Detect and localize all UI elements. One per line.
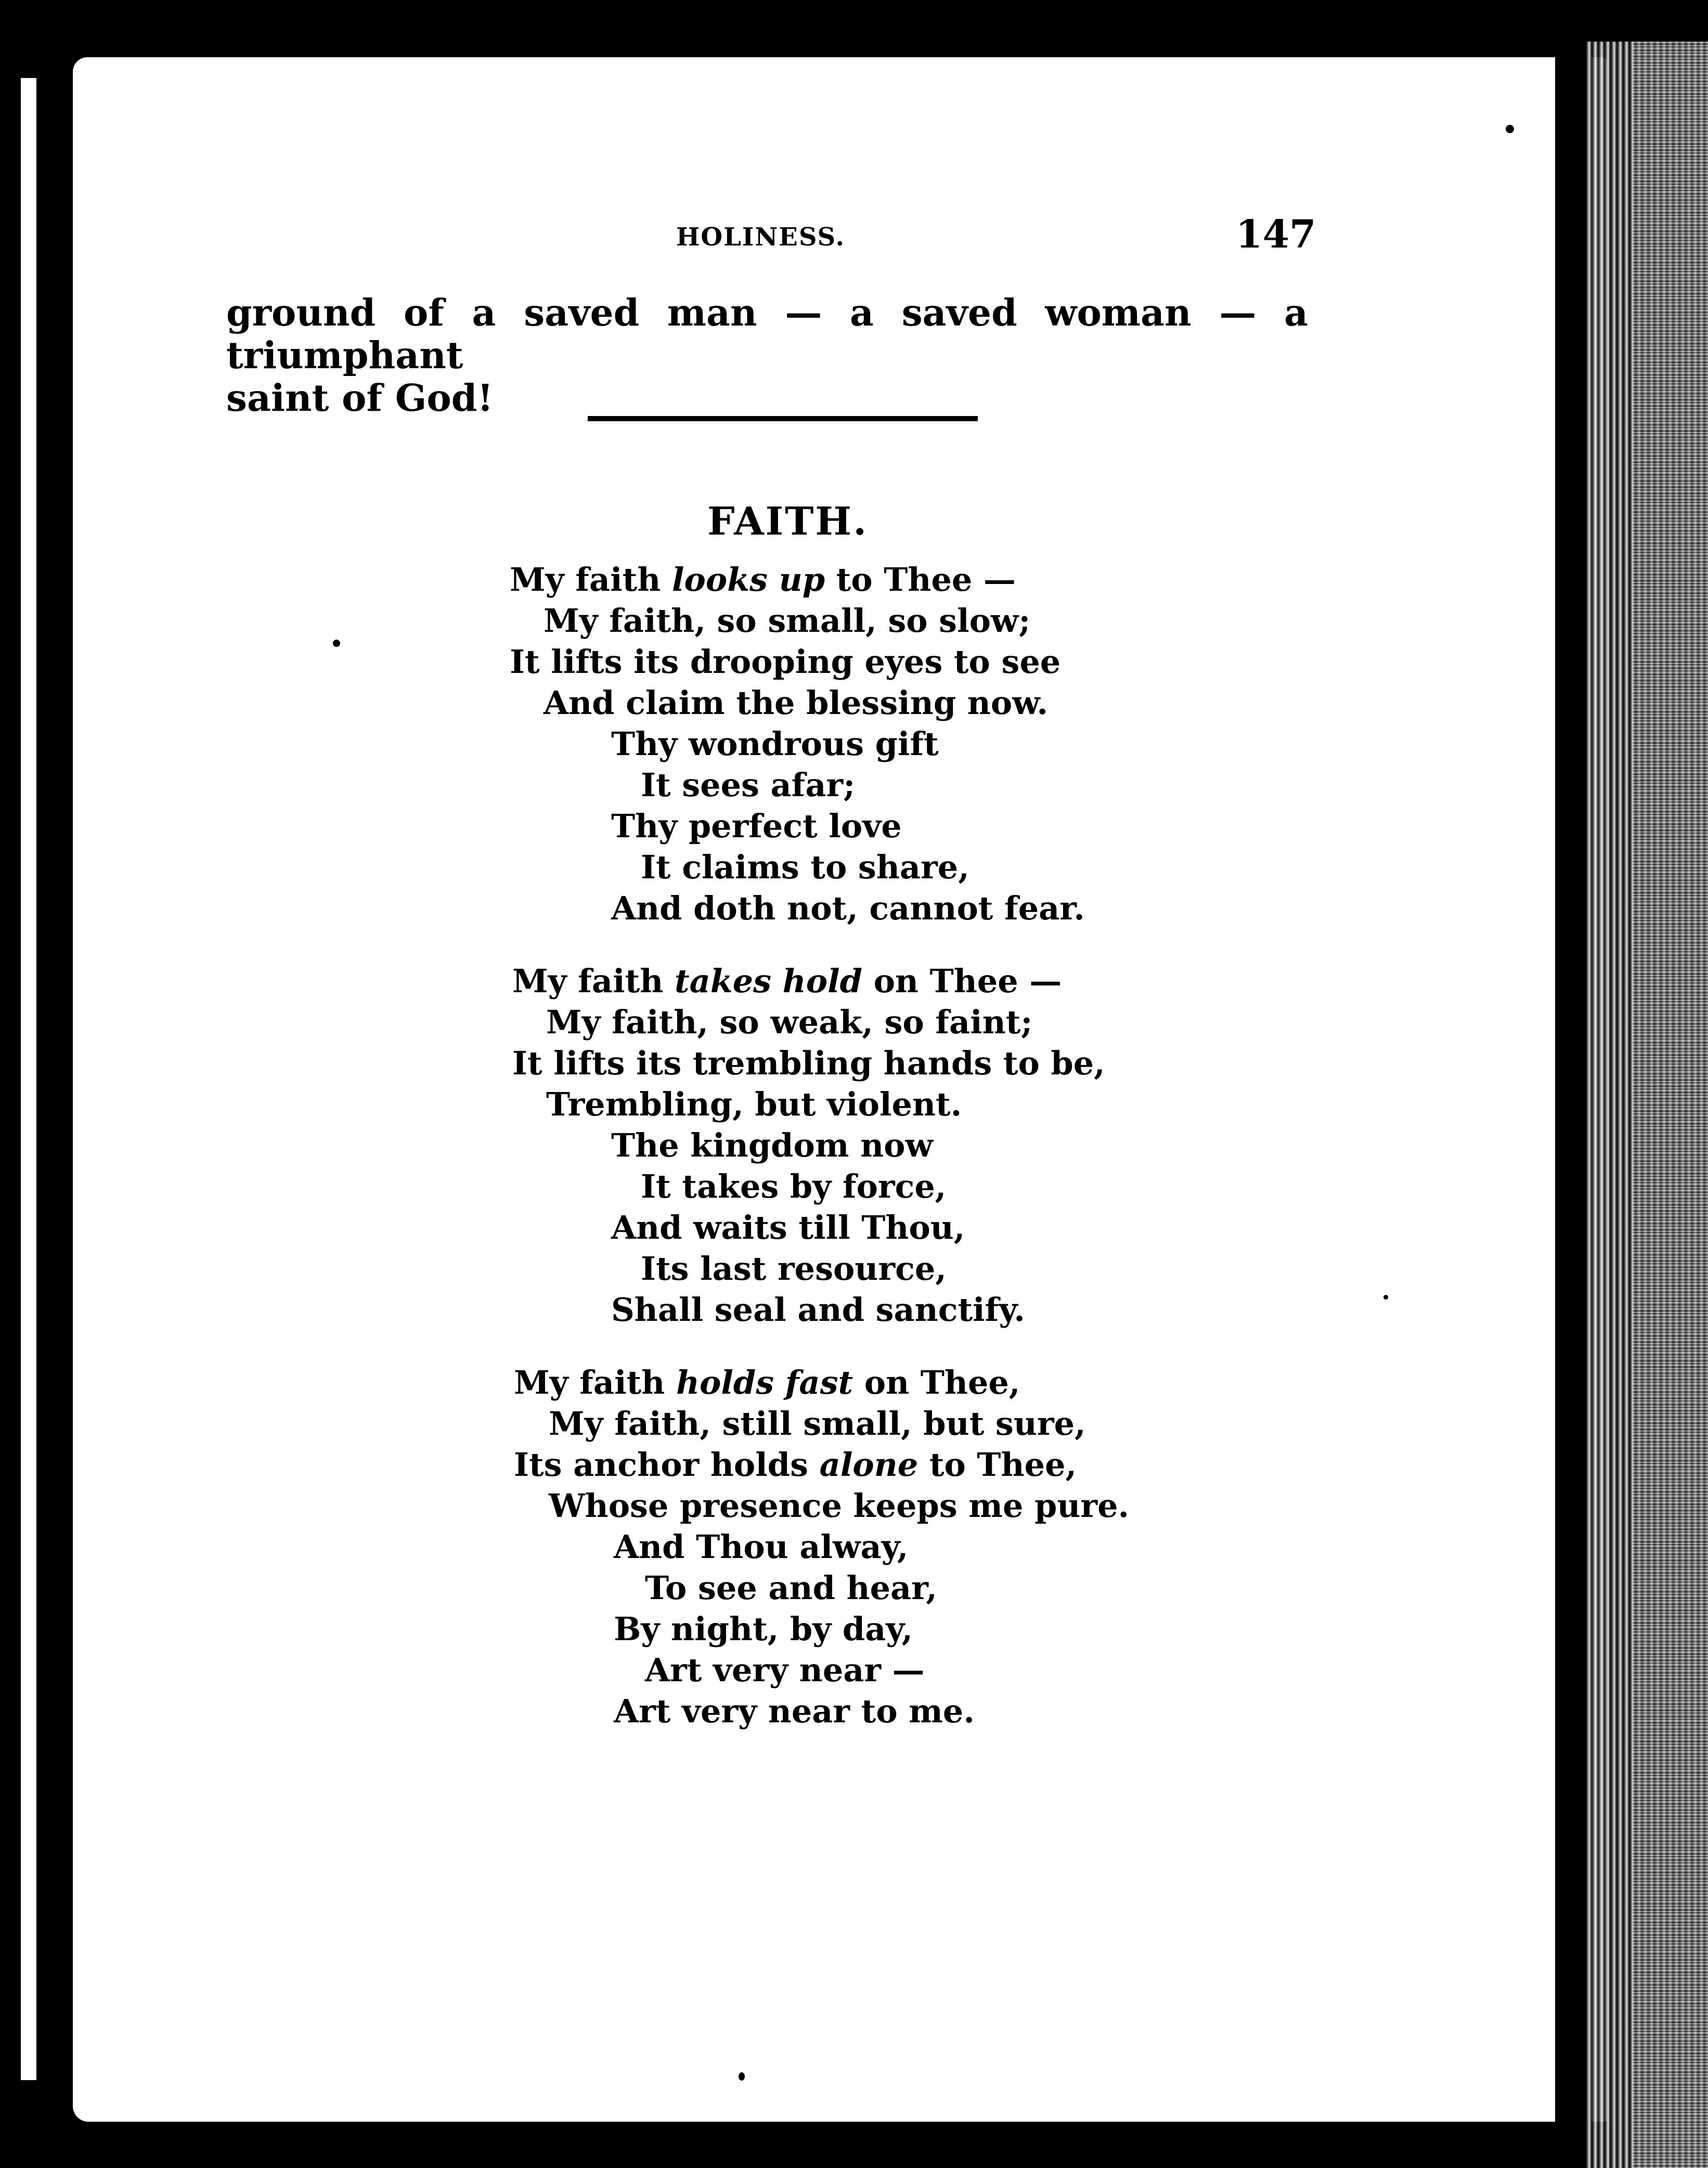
poem-line: To see and hear, — [645, 1569, 937, 1607]
poem-line: Art very near to me. — [614, 1692, 975, 1730]
poem-line: Whose presence keeps me pure. — [549, 1487, 1130, 1525]
poem-line: And claim the blessing now. — [544, 684, 1048, 722]
poem-line: Thy wondrous gift — [611, 725, 939, 763]
poem-line: It lifts its drooping eyes to see — [510, 643, 1061, 681]
poem-line: And doth not, cannot fear. — [611, 889, 1085, 927]
poem-line: Its anchor holds alone to Thee, — [514, 1446, 1077, 1484]
poem-line: Trembling, but violent. — [546, 1085, 962, 1123]
poem-line: Art very near — — [645, 1651, 925, 1689]
poem-line: It lifts its trembling hands to be, — [512, 1044, 1105, 1082]
poem-line: It takes by force, — [641, 1167, 947, 1205]
poem-line: My faith, so weak, so faint; — [546, 1003, 1033, 1041]
poem-line: The kingdom now — [611, 1126, 933, 1164]
poem-line: My faith looks up to Thee — — [510, 561, 1016, 599]
poem-line: Its last resource, — [641, 1250, 947, 1288]
prose-line: ground of a saved man — a saved woman — a triumphant — [226, 291, 1308, 377]
poem-line: And Thou alway, — [614, 1528, 909, 1566]
running-head: HOLINESS. — [676, 223, 846, 252]
page-number: 147 — [1236, 212, 1316, 257]
poem-line: Thy perfect love — [611, 807, 902, 845]
poem-line: And waits till Thou, — [611, 1209, 965, 1247]
poem-line: Shall seal and sanctify. — [611, 1291, 1025, 1329]
poem-line: My faith, so small, so slow; — [544, 602, 1031, 640]
poem-line: It claims to share, — [641, 848, 969, 886]
poem-line: My faith holds fast on Thee, — [514, 1364, 1020, 1401]
poem-title: FAITH. — [707, 499, 868, 544]
prose-paragraph — [226, 291, 1308, 419]
prose-line: saint of God! — [226, 376, 494, 420]
poem-line: My faith, still small, but sure, — [549, 1405, 1086, 1443]
poem-line: By night, by day, — [614, 1610, 913, 1648]
poem-line: My faith takes hold on Thee — — [512, 962, 1062, 1000]
poem-line: It sees afar; — [641, 766, 856, 804]
section-divider-rule — [588, 416, 978, 421]
